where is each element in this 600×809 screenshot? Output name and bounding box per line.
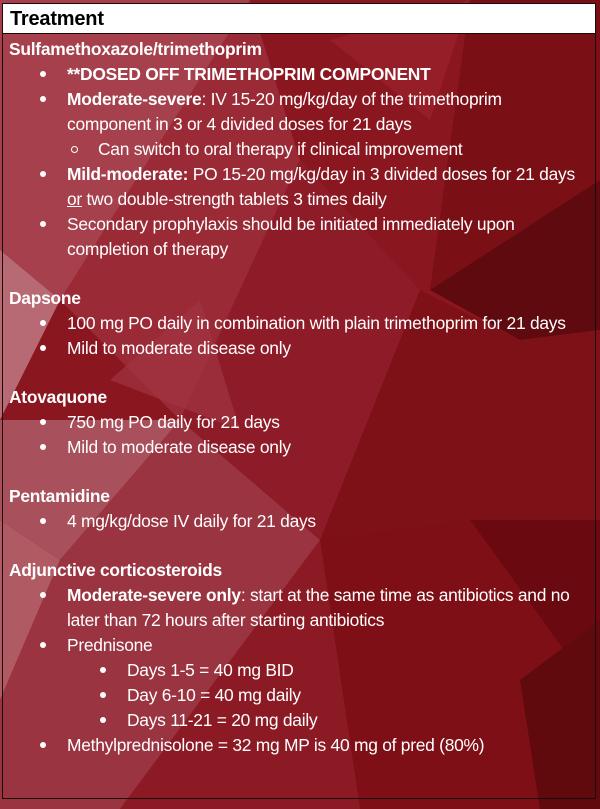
bullet-icon xyxy=(37,410,49,435)
sub-list-item: Days 11-21 = 20 mg daily xyxy=(67,708,589,733)
list-item: Prednisone Days 1-5 = 40 mg BID Day 6-10 = 40 mg daily Days 11-21 = 20 mg daily xyxy=(9,633,595,733)
bullet-icon xyxy=(37,162,49,187)
section-pentamidine xyxy=(9,484,595,534)
list-item: Secondary prophylaxis should be initiated immediately upon completion of therapy xyxy=(9,212,595,262)
table-header xyxy=(3,4,595,34)
drug-heading: Adjunctive corticosteroids xyxy=(9,560,222,580)
list-item: 4 mg/kg/dose IV daily for 21 days xyxy=(9,509,595,534)
treatment-table xyxy=(2,3,596,799)
list-item: Methylprednisolone = 32 mg MP is 40 mg of pred (80%) xyxy=(9,733,595,758)
list-item: Moderate-severe only: start at the same time as antibiotics and no later than 72 hours after starting antibiotics xyxy=(9,583,595,633)
bullet-icon xyxy=(37,311,49,336)
section-dapsone xyxy=(9,286,595,361)
drug-heading: Dapsone xyxy=(9,288,81,308)
treatment-content xyxy=(3,34,595,758)
page-title: Treatment xyxy=(10,8,104,30)
section-atovaquone xyxy=(9,385,595,460)
drug-heading: Pentamidine xyxy=(9,486,110,506)
bullet-icon xyxy=(37,633,49,658)
bullet-icon xyxy=(37,583,49,608)
list-item: Moderate-severe: IV 15-20 mg/kg/day of the trimethoprim component in 3 or 4 divided doses for 21 days Can switch to oral therapy if clinical improvement xyxy=(9,87,595,162)
list-item: 100 mg PO daily in combination with plain trimethoprim for 21 days xyxy=(9,311,595,336)
bullet-icon xyxy=(37,336,49,361)
sub-list-item: Days 1-5 = 40 mg BID xyxy=(67,658,589,683)
bullet-icon xyxy=(37,87,49,112)
list-item: **DOSED OFF TRIMETHOPRIM COMPONENT xyxy=(9,62,595,87)
section-corticosteroids xyxy=(9,558,595,758)
list-item: Mild-moderate: PO 15-20 mg/kg/day in 3 divided doses for 21 days or two double-strength tablets 3 times daily xyxy=(9,162,595,212)
bullet-icon xyxy=(100,708,106,733)
list-item: Mild to moderate disease only xyxy=(9,435,595,460)
list-item: 750 mg PO daily for 21 days xyxy=(9,410,595,435)
sub-list-item: Day 6-10 = 40 mg daily xyxy=(67,683,589,708)
sub-list-item: Can switch to oral therapy if clinical improvement xyxy=(67,137,589,162)
bullet-icon xyxy=(37,435,49,460)
bullet-icon xyxy=(100,658,106,683)
bullet-icon xyxy=(100,683,106,708)
drug-heading: Sulfamethoxazole/trimethoprim xyxy=(9,39,262,59)
list-item: Mild to moderate disease only xyxy=(9,336,595,361)
drug-heading: Atovaquone xyxy=(9,387,107,407)
hollow-bullet-icon xyxy=(71,137,78,162)
bullet-icon xyxy=(37,509,49,534)
bullet-icon xyxy=(37,212,49,237)
section-smx-tmp xyxy=(9,37,595,262)
bullet-icon xyxy=(37,62,49,87)
bullet-icon xyxy=(37,733,49,758)
